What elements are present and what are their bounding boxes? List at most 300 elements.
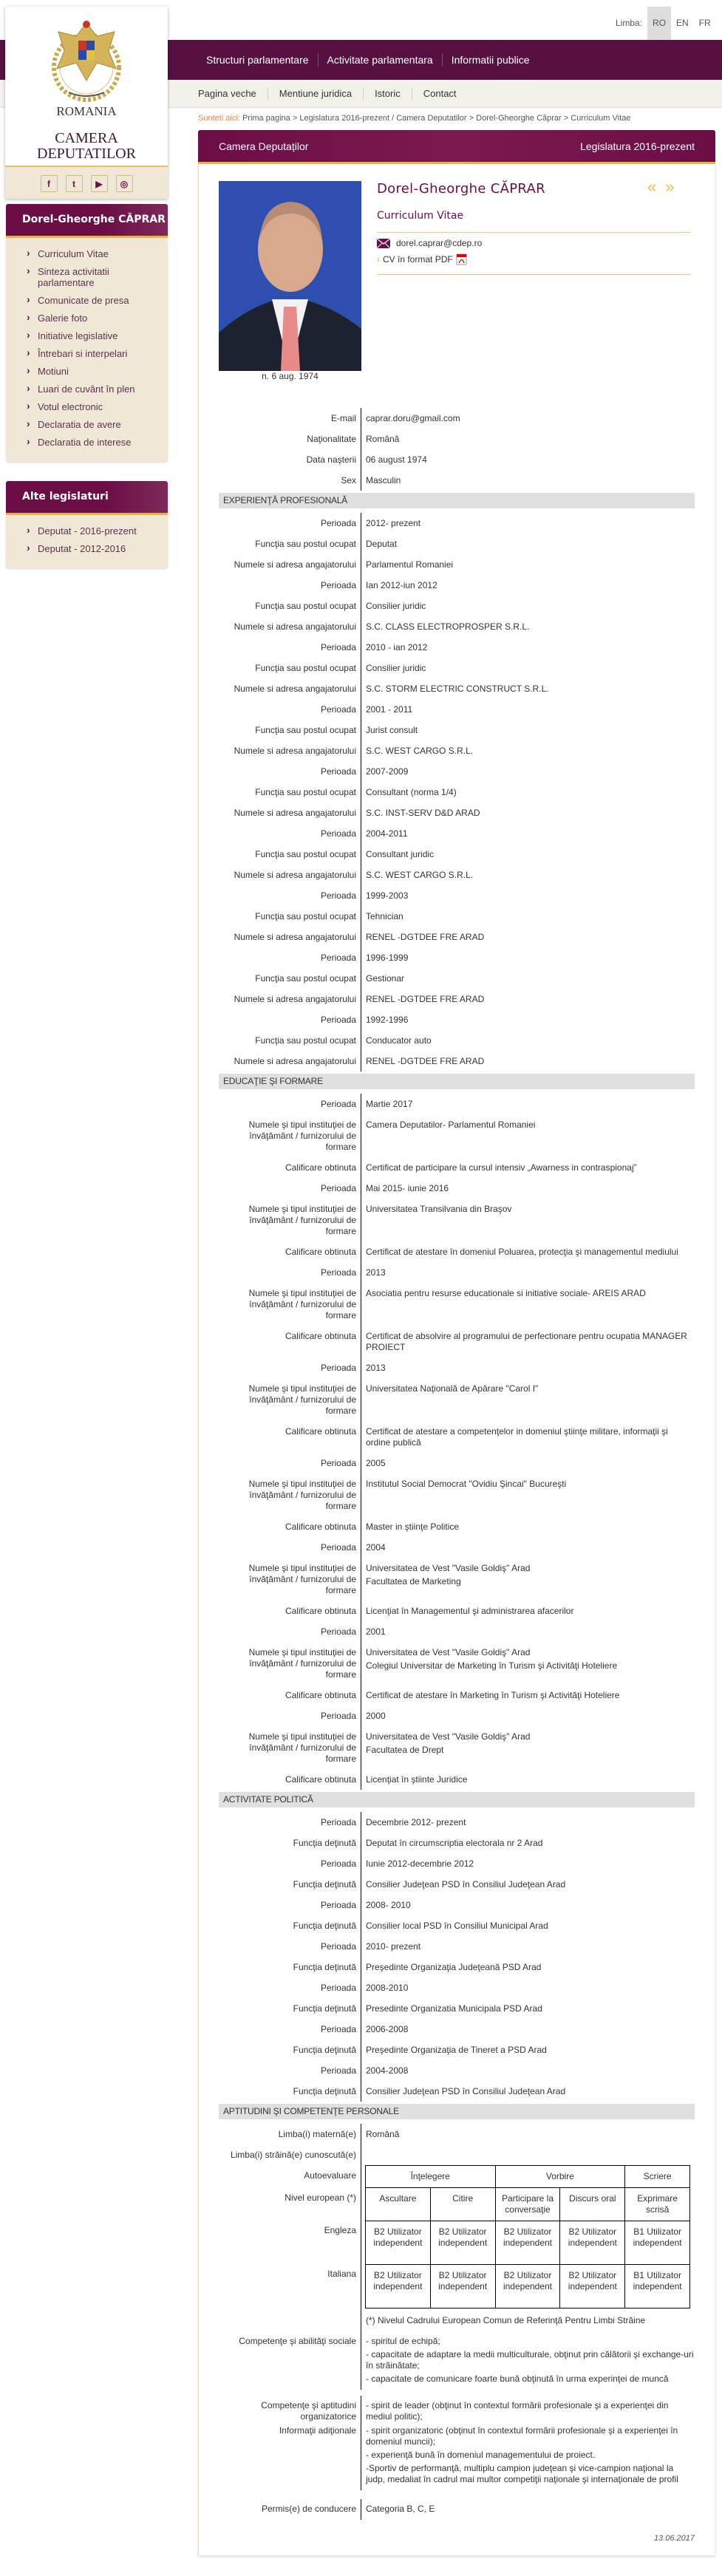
cv-row-label: Numele si adresa angajatorului [219, 678, 361, 699]
education-row [219, 1094, 695, 1114]
instagram-icon[interactable]: ◎ [116, 175, 133, 192]
email-link[interactable] [377, 238, 482, 248]
cv-row-label: Perioada [219, 885, 361, 906]
experience-row [219, 989, 695, 1009]
politics-row [219, 1977, 695, 1998]
experience-row [219, 513, 695, 534]
cv-row-label: Numele şi tipul instituţiei de învăţământ / furnizorului de formare [219, 1558, 361, 1601]
cv-row-label: Sex [219, 470, 361, 491]
language-level-cell: B2 Utilizator independent [366, 2265, 431, 2308]
cv-row-value: Master in ştiinţe Politice [366, 1521, 460, 1532]
other-legislatures-title: Alte legislaturi [6, 481, 168, 515]
cv-row-value [361, 1558, 695, 1601]
deputy-name: Dorel-Gheorghe CĂPRAR [377, 181, 545, 197]
education-row [219, 1326, 695, 1357]
sidebar-item[interactable]: › Sinteza activitatii parlamentare [6, 266, 168, 288]
breadcrumb-prefix: Sunteti aici: [198, 114, 240, 123]
pdf-icon [456, 253, 468, 265]
education-row [219, 1642, 695, 1685]
cv-row-label: Funcţia deţinută [219, 1957, 361, 1977]
cv-row-label: Data naşterii [219, 449, 361, 470]
section-experience: EXPERIENŢĂ PROFESIONALĂ [219, 493, 695, 508]
cv-value-line: - spiritul de echipă; [366, 2336, 440, 2346]
cv-value-line: Universitatea de Vest "Vasile Goldiş" Arad [366, 1646, 531, 1657]
education-row [219, 1378, 695, 1421]
cv-row-label: Perioada [219, 513, 361, 534]
cv-value-line: - experienţă bună în domeniul managementului de proiect. [366, 2450, 596, 2460]
cv-row-label: Funcţia sau postul ocupat [219, 534, 361, 554]
cv-value-line: Facultatea de Drept [366, 1744, 444, 1755]
skills-row [219, 2396, 695, 2425]
site-logo[interactable] [5, 7, 168, 199]
language-label: Nivel european (*) [285, 2192, 356, 2203]
education-row [219, 1685, 695, 1706]
experience-row [219, 699, 695, 720]
cv-value-line: -Sportiv de performanţă, multiplu campion judeţean şi vice-campion naţional la judp, medaliat în cadrul mai multor competiţii naţionale şi internaţionale de profil [366, 2463, 678, 2484]
cv-row-value: Conducator auto [366, 1035, 432, 1046]
education-row [219, 1262, 695, 1283]
cv-row-value [361, 2424, 695, 2490]
cv-value-line: Facultatea de Marketing [366, 1575, 461, 1587]
deputy-menu-title: Dorel-Gheorghe CĂPRAR [6, 204, 168, 238]
cv-value-line: - spirit de leader (obţinut în contextul formării profesionale şi a experienţei din mediul politic); [366, 2400, 669, 2422]
sidebar-item[interactable]: › Luari de cuvânt în plen [6, 384, 168, 395]
language-group-header: Scriere [625, 2166, 690, 2188]
cv-row-value: 2005 [366, 1457, 386, 1468]
cv-row-label: Funcţia sau postul ocupat [219, 1030, 361, 1051]
language-level-cell: B1 Utilizator independent [625, 2265, 690, 2308]
cv-row-value: S.C. STORM ELECTRIC CONSTRUCT S.R.L. [366, 683, 549, 694]
cv-row-label: Numele si adresa angajatorului [219, 865, 361, 885]
experience-row [219, 906, 695, 927]
cv-row-label: Perioada [219, 1621, 361, 1642]
experience-row [219, 844, 695, 865]
cv-value-line: Colegiul Universitar de Marketing în Turism şi Activităţi Hoteliere [366, 1660, 618, 1671]
cv-row-label: Limba(i) străină(e) cunoscută(e) [219, 2144, 361, 2165]
cv-pdf-label[interactable]: CV în format PDF [383, 254, 453, 265]
language-ro[interactable]: RO [647, 7, 671, 40]
cv-row-value: Certificat de atestare a competenţelor in domeniul ştiinţe militare, informaţii şi ordine publică [366, 1425, 668, 1448]
cv-row-value [361, 1283, 695, 1326]
education-row [219, 1453, 695, 1473]
pagination [647, 177, 684, 197]
cv-row-label: Perioada [219, 1706, 361, 1726]
banner-title: Camera Deputaților [219, 140, 309, 152]
nav-mentiune-juridica[interactable]: Mentiune juridica [268, 88, 363, 100]
cv-row-value: Consilier juridic [366, 662, 426, 673]
cv-row-value [361, 2144, 695, 2165]
skills-row [219, 2144, 695, 2165]
social-links [5, 166, 168, 199]
education-row [219, 1537, 695, 1558]
cv-row-value: Masculin [366, 474, 401, 485]
politics-row [219, 1895, 695, 1915]
cv-value-line: Camera Deputatilor- Parlamentul Romaniei [366, 1119, 536, 1130]
politics-row [219, 2040, 695, 2060]
language-level-cell: B2 Utilizator independent [560, 2265, 625, 2308]
cv-value-line: - capacitate de adaptare la medii multiculturale, obţinut prin călătorii şi exchange-uri în străinătate; [366, 2349, 694, 2371]
section-education: EDUCAŢIE ŞI FORMARE [219, 1074, 695, 1089]
cv-row-value: 2001 [366, 1626, 386, 1637]
cv-row-label: Competenţe şi aptitudini organizatorice [219, 2396, 361, 2425]
cv-row-value: 2013 [366, 1362, 386, 1373]
language-group-header: Înţelegere [366, 2166, 496, 2188]
cv-row-value: Tehnician [366, 910, 403, 921]
experience-row [219, 1009, 695, 1030]
cv-row-value: Deputat în circumscriptia electorala nr 2 Arad [366, 1837, 543, 1848]
nav-informatii-publice[interactable]: Informatii publice [442, 53, 539, 67]
breadcrumb-current: Curriculum Vitae [571, 114, 631, 123]
cv-row-label: Calificare obtinuta [219, 1421, 361, 1453]
logo-institution [5, 131, 168, 162]
cv-row-value: Gestionar [366, 972, 405, 984]
cv-row-value: S.C. CLASS ELECTROPROSPER S.R.L. [366, 621, 530, 632]
cv-row-value: 2004-2008 [366, 2065, 409, 2076]
photo-caption: n. 6 aug. 1974 [262, 371, 319, 381]
education-row [219, 1769, 695, 1790]
cv-row-value: 1992-1996 [366, 1014, 409, 1025]
chevron-right-icon: › [377, 254, 380, 265]
twitter-icon[interactable]: t [66, 175, 83, 192]
cv-row-value: 2000 [366, 1710, 386, 1721]
cv-value-line: - spirit organizatoric (obţinut în contextul formării profesionale şi a experienţei în domeniul muncii); [366, 2425, 678, 2447]
cv-row-value: Consilier juridic [366, 600, 426, 611]
cv-row-value: caprar.doru@gmail.com [366, 412, 460, 423]
logo-line-1: CAMERA [55, 130, 118, 146]
politics-row [219, 2081, 695, 2102]
cv-row-label: Funcţia sau postul ocupat [219, 968, 361, 989]
language-column-header: Ascultare [366, 2188, 431, 2221]
experience-row [219, 865, 695, 885]
cv-row-value: Categoria B, C, E [366, 2504, 435, 2514]
cv-row-value [361, 1378, 695, 1421]
language-en[interactable]: EN [676, 18, 689, 28]
cv-row-value: 2010- prezent [366, 1940, 421, 1952]
cv-row-value: S.C. INST-SERV D&D ARAD [366, 807, 480, 818]
skills-row [219, 2124, 695, 2144]
cv-row-label: Perioada [219, 1895, 361, 1915]
cv-row-label: Calificare obtinuta [219, 1516, 361, 1537]
cv-row-label: Informaţii adiţionale [219, 2424, 361, 2490]
politics-row [219, 1936, 695, 1957]
section-politics: ACTIVITATE POLITICĂ [219, 1792, 695, 1807]
cv-row-label: Numele şi tipul instituţiei de învăţământ / furnizorului de formare [219, 1726, 361, 1769]
cv-table [219, 408, 695, 2544]
experience-row [219, 575, 695, 596]
nav-contact[interactable]: Contact [412, 88, 468, 100]
cv-row-value: Licenţiat în ştiinte Juridice [366, 1773, 468, 1785]
cv-row-value: 1996-1999 [366, 952, 409, 963]
cv-row-label: Calificare obtinuta [219, 1769, 361, 1790]
cv-row-value: Certificat de atestare în Marketing în Turism şi Activităţi Hoteliere [366, 1689, 620, 1700]
sidebar-item[interactable]: › Curriculum Vitae [6, 248, 168, 259]
cv-row-label: Funcţia deţinută [219, 1915, 361, 1936]
divider [377, 232, 690, 233]
language-table-cell [361, 2165, 695, 2308]
skills-row [219, 2499, 695, 2520]
logo-country: ROMANIA [56, 104, 117, 118]
youtube-icon[interactable]: ▶ [91, 175, 108, 192]
experience-row [219, 1030, 695, 1051]
sidebar-item[interactable]: › Galerie foto [6, 313, 168, 324]
previous-deputy-button[interactable]: « [647, 177, 666, 196]
language-fr[interactable]: FR [698, 18, 711, 28]
nav-istoric[interactable]: Istoric [363, 88, 412, 100]
sidebar-item[interactable]: › Motiuni [6, 366, 168, 377]
cv-row-value: Consilier local PSD în Consiliul Municipal Arad [366, 1920, 548, 1931]
experience-row [219, 782, 695, 803]
cv-row-label: Competenţe şi abilităţi sociale [219, 2331, 361, 2390]
language-level-cell: B1 Utilizator independent [625, 2221, 690, 2265]
cv-row-value: 2006-2008 [366, 2023, 409, 2034]
cv-row-label: Numele si adresa angajatorului [219, 803, 361, 823]
cv-row-label: Permis(e) de conducere [219, 2499, 361, 2520]
cv-row-value: 2007-2009 [366, 766, 409, 777]
cv-row-label: Numele si adresa angajatorului [219, 1051, 361, 1071]
politics-row [219, 1998, 695, 2019]
cv-row-value: Consultant juridic [366, 848, 435, 859]
language-switcher [610, 7, 716, 40]
logo-line-2: DEPUTATILOR [37, 146, 136, 162]
sidebar-item[interactable]: › Votul electronic [6, 401, 168, 412]
cv-row-label: Funcţia deţinută [219, 2040, 361, 2060]
experience-row [219, 658, 695, 678]
cv-pdf-link[interactable] [377, 253, 468, 265]
cv-row-value: Deputat [366, 538, 398, 549]
experience-row [219, 823, 695, 844]
cv-row-value: Preşedinte Organizaţia Judeţeană PSD Arad [366, 1961, 542, 1972]
sidebar-item-legislature[interactable]: › Deputat - 2016-prezent [6, 525, 168, 536]
nav-pagina-veche[interactable]: Pagina veche [198, 87, 256, 99]
education-row [219, 1601, 695, 1621]
cv-row-value: Certificat de absolvire al programului de perfectionare pentru ocupatia MANAGER PROIECT [366, 1330, 687, 1352]
language-level-cell: B2 Utilizator independent [430, 2221, 495, 2265]
cv-row-value: Iunie 2012-decembrie 2012 [366, 1858, 474, 1869]
cv-row-value [361, 1114, 695, 1157]
cv-row-label: Perioada [219, 1812, 361, 1833]
cv-row-label: Perioada [219, 947, 361, 968]
cv-row-value [361, 1726, 695, 1769]
sidebar-item-legislature[interactable]: › Deputat - 2012-2016 [6, 543, 168, 554]
other-legislatures-list [6, 515, 168, 568]
experience-row [219, 616, 695, 637]
cv-row-label: Perioada [219, 2060, 361, 2081]
cv-row-label: Funcţia deţinută [219, 1998, 361, 2019]
page-subtitle: Curriculum Vitae [377, 210, 464, 222]
cv-row-value: Ian 2012-iun 2012 [366, 579, 437, 590]
cv-value-line: Asociatia pentru resurse educationale si initiative sociale- AREIS ARAD [366, 1287, 646, 1298]
cv-row-value: Mai 2015- iunie 2016 [366, 1182, 449, 1193]
experience-row [219, 761, 695, 782]
cv-row-label: Numele şi tipul instituţiei de învăţământ / furnizorului de formare [219, 1378, 361, 1421]
language-group-header: Vorbire [495, 2166, 625, 2188]
language-label: Italiana [327, 2269, 356, 2279]
cv-row-value: Martie 2017 [366, 1098, 413, 1109]
cv-row-label: Funcţia deţinută [219, 2081, 361, 2102]
education-row [219, 1114, 695, 1157]
cv-row-label: Numele si adresa angajatorului [219, 616, 361, 637]
politics-row [219, 1812, 695, 1833]
cv-row-label: Numele şi tipul instituţiei de învăţământ / furnizorului de formare [219, 1114, 361, 1157]
cv-row-label: Numele si adresa angajatorului [219, 554, 361, 575]
cv-row-label: Perioada [219, 2019, 361, 2040]
education-row [219, 1558, 695, 1601]
facebook-icon[interactable]: f [41, 175, 58, 192]
cv-row-value: Certificat de atestare în domeniul Poluarea, protecţia şi managementul mediului [366, 1246, 678, 1257]
experience-row [219, 720, 695, 740]
cv-row-value: 2004-2011 [366, 828, 408, 839]
cv-row-value: 2008-2010 [366, 1982, 409, 1993]
cv-row-value: S.C. WEST CARGO S.R.L. [366, 745, 474, 756]
education-row [219, 1241, 695, 1262]
skills-row [219, 2331, 695, 2390]
cv-row-label: Numele şi tipul instituţiei de învăţământ / furnizorului de formare [219, 1283, 361, 1326]
sidebar-item[interactable]: › Întrebari si interpelari [6, 348, 168, 359]
cv-row-value [361, 1199, 695, 1241]
language-label: Autoevaluare [304, 2170, 356, 2181]
cv-row-value: 2001 - 2011 [366, 703, 413, 715]
language-skills-table [365, 2165, 690, 2308]
cv-row-label: Perioada [219, 1094, 361, 1114]
cv-row-value: Licenţiat în Managementul şi administrarea afacerilor [366, 1605, 574, 1616]
other-legislatures [6, 481, 168, 568]
skills-row [219, 2424, 695, 2490]
breadcrumb-legislature[interactable]: Legislatura 2016-prezent / Camera Deputatilor [299, 114, 467, 123]
cv-row-label: Funcţia sau postul ocupat [219, 782, 361, 803]
language-label: Engleza [324, 2225, 356, 2235]
cv-row-label: Naţionalitate [219, 429, 361, 449]
cv-row-label: Perioada [219, 1537, 361, 1558]
cv-row-label: Funcţia sau postul ocupat [219, 596, 361, 616]
language-level-cell: B2 Utilizator independent [495, 2265, 560, 2308]
breadcrumb-separator: > [469, 114, 474, 123]
politics-row [219, 1833, 695, 1853]
cv-row-value: S.C. WEST CARGO S.R.L. [366, 869, 474, 880]
cv-row-value: RENEL -DGTDEE FRE ARAD [366, 1055, 485, 1066]
cv-row-value: Parlamentul Romaniei [366, 559, 454, 570]
experience-row [219, 927, 695, 947]
experience-row [219, 803, 695, 823]
cv-row-value: Română [366, 2128, 400, 2139]
language-level-cell: B2 Utilizator independent [430, 2265, 495, 2308]
politics-row [219, 1874, 695, 1895]
personal-info-row [219, 429, 695, 449]
experience-row [219, 534, 695, 554]
cv-row-value: Certificat de participare la cursul intensiv „Awarness in contraspionaj” [366, 1162, 637, 1173]
cv-row-label: Perioada [219, 1262, 361, 1283]
politics-row [219, 1957, 695, 1977]
cv-row-label: Perioada [219, 699, 361, 720]
experience-row [219, 678, 695, 699]
personal-info-row [219, 470, 695, 491]
experience-row [219, 885, 695, 906]
cv-row-value: 06 august 1974 [366, 454, 427, 465]
deputy-menu-list [6, 238, 168, 462]
sidebar-item[interactable]: › Initiative legislative [6, 330, 168, 341]
deputy-menu [6, 204, 168, 462]
cv-row-label: Perioada [219, 1357, 361, 1378]
cv-date: 13.06.2017 [653, 2533, 695, 2543]
cv-row-label: Calificare obtinuta [219, 1241, 361, 1262]
cv-row-value: 2010 - ian 2012 [366, 641, 428, 652]
personal-info-row [219, 449, 695, 470]
language-column-header: Citire [430, 2188, 495, 2221]
experience-row [219, 596, 695, 616]
divider [377, 274, 690, 275]
cv-row-value: Consultant (norma 1/4) [366, 786, 457, 797]
education-row [219, 1157, 695, 1178]
personal-info-row [219, 408, 695, 429]
sidebar-item[interactable]: › Declaratia de interese [6, 437, 168, 448]
language-column-header: Exprimare scrisă [625, 2188, 690, 2221]
cv-row-label: Funcţia sau postul ocupat [219, 906, 361, 927]
education-row [219, 1283, 695, 1326]
nav-structuri-parlamentare[interactable]: Structuri parlamentare [206, 54, 309, 66]
experience-row [219, 637, 695, 658]
education-row [219, 1199, 695, 1241]
language-table-row [219, 2165, 695, 2308]
education-row [219, 1421, 695, 1453]
cv-row-value: 1999-2003 [366, 890, 409, 901]
cv-row-value: 2013 [366, 1267, 386, 1278]
cv-row-label: Calificare obtinuta [219, 1685, 361, 1706]
cv-row-value [361, 2331, 695, 2390]
breadcrumb-home[interactable]: Prima pagina [242, 114, 290, 123]
cv-row-label: Numele şi tipul instituţiei de învăţământ / furnizorului de formare [219, 1473, 361, 1516]
cv-row-label: Perioada [219, 1936, 361, 1957]
cv-row-label: Perioada [219, 761, 361, 782]
cv-row-label: Numele si adresa angajatorului [219, 740, 361, 761]
experience-row [219, 968, 695, 989]
experience-row [219, 1051, 695, 1071]
education-row [219, 1706, 695, 1726]
cv-row-label: Numele si adresa angajatorului [219, 989, 361, 1009]
cv-row-label: Numele şi tipul instituţiei de învăţământ / furnizorului de formare [219, 1199, 361, 1241]
experience-row [219, 740, 695, 761]
cv-row-value: Jurist consult [366, 724, 418, 735]
language-level-cell: B2 Utilizator independent [495, 2221, 560, 2265]
cv-row-label: Calificare obtinuta [219, 1157, 361, 1178]
education-row [219, 1178, 695, 1199]
email-address[interactable]: dorel.caprar@cdep.ro [396, 238, 483, 248]
cv-row-value: 2004 [366, 1541, 386, 1553]
language-level-cell: B2 Utilizator independent [560, 2221, 625, 2265]
language-table-labels [219, 2165, 361, 2308]
sidebar-item[interactable]: › Comunicate de presa [6, 295, 168, 306]
cv-row-label: Calificare obtinuta [219, 1601, 361, 1621]
content-banner [198, 130, 715, 164]
cv-value-line: Universitatea Naţională de Apărare "Carol I" [366, 1383, 539, 1394]
education-row [219, 1473, 695, 1516]
education-row [219, 1357, 695, 1378]
sidebar-item[interactable]: › Declaratia de avere [6, 419, 168, 430]
cv-row-label: Calificare obtinuta [219, 1326, 361, 1357]
next-deputy-button[interactable]: » [665, 177, 684, 196]
cv-row-value: RENEL -DGTDEE FRE ARAD [366, 931, 485, 942]
cv-row-value: Consilier Judeţean PSD în Consiliul Judeţean Arad [366, 2085, 566, 2096]
breadcrumb-deputy[interactable]: Dorel-Gheorghe Căprar [476, 114, 562, 123]
cv-value-line: Universitatea de Vest "Vasile Goldiş" Arad [366, 1731, 531, 1742]
nav-activitate-parlamentara[interactable]: Activitate parlamentara [318, 53, 442, 67]
envelope-icon [377, 239, 390, 248]
banner-legislature: Legislatura 2016-prezent [580, 140, 695, 152]
cv-row-label: Funcţia deţinută [219, 1874, 361, 1895]
cv-row-label: Funcţia sau postul ocupat [219, 844, 361, 865]
language-column-header: Participare la conversaţie [495, 2188, 560, 2221]
cv-row-value: Consilier Judeţean PSD în Consiliul Judeţean Arad [366, 1878, 566, 1890]
cv-row-value [361, 1473, 695, 1516]
breadcrumb-separator: > [563, 114, 569, 123]
